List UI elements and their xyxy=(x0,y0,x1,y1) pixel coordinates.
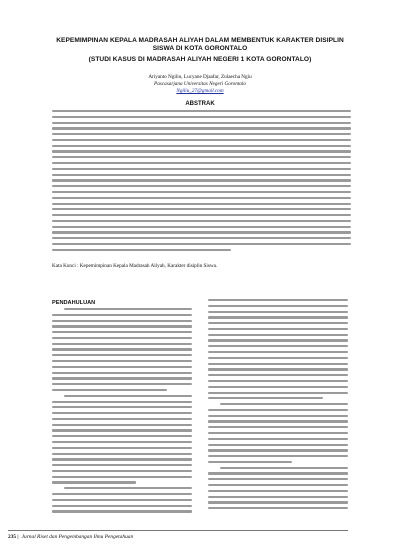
page-footer xyxy=(8,534,133,541)
text-line xyxy=(208,415,348,417)
text-line xyxy=(52,185,351,187)
paper-title-line-1: KEPEMIMPINAN KEPALA MADRASAH ALIYAH DALAM MEMBENTUK KARAKTER DISIPLIN xyxy=(56,37,344,44)
text-line xyxy=(52,243,351,245)
text-line xyxy=(208,380,348,382)
text-line xyxy=(208,305,348,307)
text-line xyxy=(208,449,348,451)
text-line xyxy=(208,328,348,330)
text-line xyxy=(52,383,192,385)
left-column xyxy=(52,299,192,516)
text-line xyxy=(52,348,192,350)
text-line xyxy=(208,392,348,394)
text-line xyxy=(52,377,192,379)
text-line xyxy=(208,496,348,498)
paper-subtitle: (STUDI KASUS DI MADRASAH ALIYAH NEGERI 1 KOTA GORONTALO) xyxy=(88,56,312,63)
text-line xyxy=(52,220,351,222)
text-line xyxy=(208,386,348,388)
text-line xyxy=(208,501,348,503)
text-line xyxy=(208,345,348,347)
text-line xyxy=(52,162,351,164)
text-line xyxy=(52,320,192,322)
text-line xyxy=(52,372,192,374)
text-line xyxy=(208,478,348,480)
text-line xyxy=(208,374,348,376)
text-line xyxy=(52,150,351,152)
text-line xyxy=(208,472,348,474)
affiliation: Pascasarjana Universitas Negeri Gorontalo xyxy=(154,81,246,87)
text-line xyxy=(52,179,351,181)
text-line xyxy=(52,174,351,176)
text-line xyxy=(208,397,323,399)
text-line xyxy=(208,316,348,318)
text-line xyxy=(52,343,192,345)
text-line xyxy=(52,453,192,455)
text-line xyxy=(208,461,292,463)
text-line xyxy=(208,311,348,313)
text-line xyxy=(64,395,192,397)
text-line xyxy=(52,412,192,414)
text-line xyxy=(52,458,192,460)
text-line xyxy=(52,505,192,507)
text-line xyxy=(52,441,192,443)
text-line xyxy=(52,156,351,158)
text-line xyxy=(52,325,192,327)
text-line xyxy=(52,139,351,141)
text-line xyxy=(208,334,348,336)
text-line xyxy=(52,249,231,251)
text-line xyxy=(52,231,351,233)
text-line xyxy=(52,116,351,118)
text-line xyxy=(52,314,192,316)
text-line xyxy=(208,351,348,353)
text-line xyxy=(52,122,351,124)
text-line xyxy=(52,127,351,129)
text-line xyxy=(208,444,348,446)
text-line xyxy=(52,337,192,339)
text-line xyxy=(52,197,351,199)
text-line xyxy=(208,484,348,486)
text-line xyxy=(52,168,351,170)
text-line xyxy=(52,110,351,112)
text-line xyxy=(52,510,192,512)
footer-divider xyxy=(8,530,348,531)
text-line xyxy=(208,438,348,440)
journal-name: Jurnal Riset dan Pengembangan Ilmu Pengetahuan xyxy=(21,534,134,540)
text-line xyxy=(52,389,167,391)
text-line xyxy=(52,360,192,362)
text-line xyxy=(64,487,192,489)
text-line xyxy=(220,403,348,405)
author-email-link[interactable]: Ngiliu_27@gmail.com xyxy=(176,88,224,94)
text-line xyxy=(52,214,351,216)
text-line xyxy=(208,368,348,370)
text-line xyxy=(208,363,348,365)
text-line xyxy=(52,366,192,368)
text-line xyxy=(220,467,348,469)
text-line xyxy=(208,322,348,324)
text-line xyxy=(52,133,351,135)
text-line xyxy=(52,237,351,239)
text-line xyxy=(52,418,192,420)
right-column xyxy=(208,299,348,513)
text-line xyxy=(52,470,192,472)
text-line xyxy=(52,429,192,431)
text-line xyxy=(52,435,192,437)
authors: Ariyanto Ngiliu, Lucyane Djaafar, Zulaecha Ngiu xyxy=(148,74,252,80)
abstract-body xyxy=(52,110,351,255)
text-line xyxy=(64,308,192,310)
keywords: Kata Kunci : Kepemimpinan Kepala Madrasah Aliyah, Karakter disiplin Siswa. xyxy=(52,263,218,269)
text-line xyxy=(52,208,351,210)
page-number: 235 | xyxy=(8,534,19,540)
text-line xyxy=(52,406,192,408)
text-line xyxy=(52,226,351,228)
text-line xyxy=(208,455,348,457)
text-line xyxy=(208,426,348,428)
text-line xyxy=(52,354,192,356)
text-line xyxy=(208,432,348,434)
text-line xyxy=(208,420,348,422)
text-line xyxy=(208,409,348,411)
text-line xyxy=(208,357,348,359)
text-line xyxy=(208,490,348,492)
text-line xyxy=(52,447,192,449)
text-line xyxy=(52,493,192,495)
text-line xyxy=(52,464,192,466)
text-line xyxy=(52,191,351,193)
text-line xyxy=(52,401,192,403)
text-line xyxy=(52,331,192,333)
text-line xyxy=(208,299,348,301)
text-line xyxy=(52,481,136,483)
text-line xyxy=(52,476,192,478)
paper-title-line-2: SISWA DI KOTA GORONTALO xyxy=(152,45,248,52)
text-line xyxy=(52,203,351,205)
text-line xyxy=(208,507,348,509)
text-line xyxy=(208,339,348,341)
text-line xyxy=(52,145,351,147)
text-line xyxy=(52,499,192,501)
abstract-heading: ABSTRAK xyxy=(185,101,215,107)
section-heading-intro: PENDAHULUAN xyxy=(52,300,96,306)
text-line xyxy=(52,424,192,426)
